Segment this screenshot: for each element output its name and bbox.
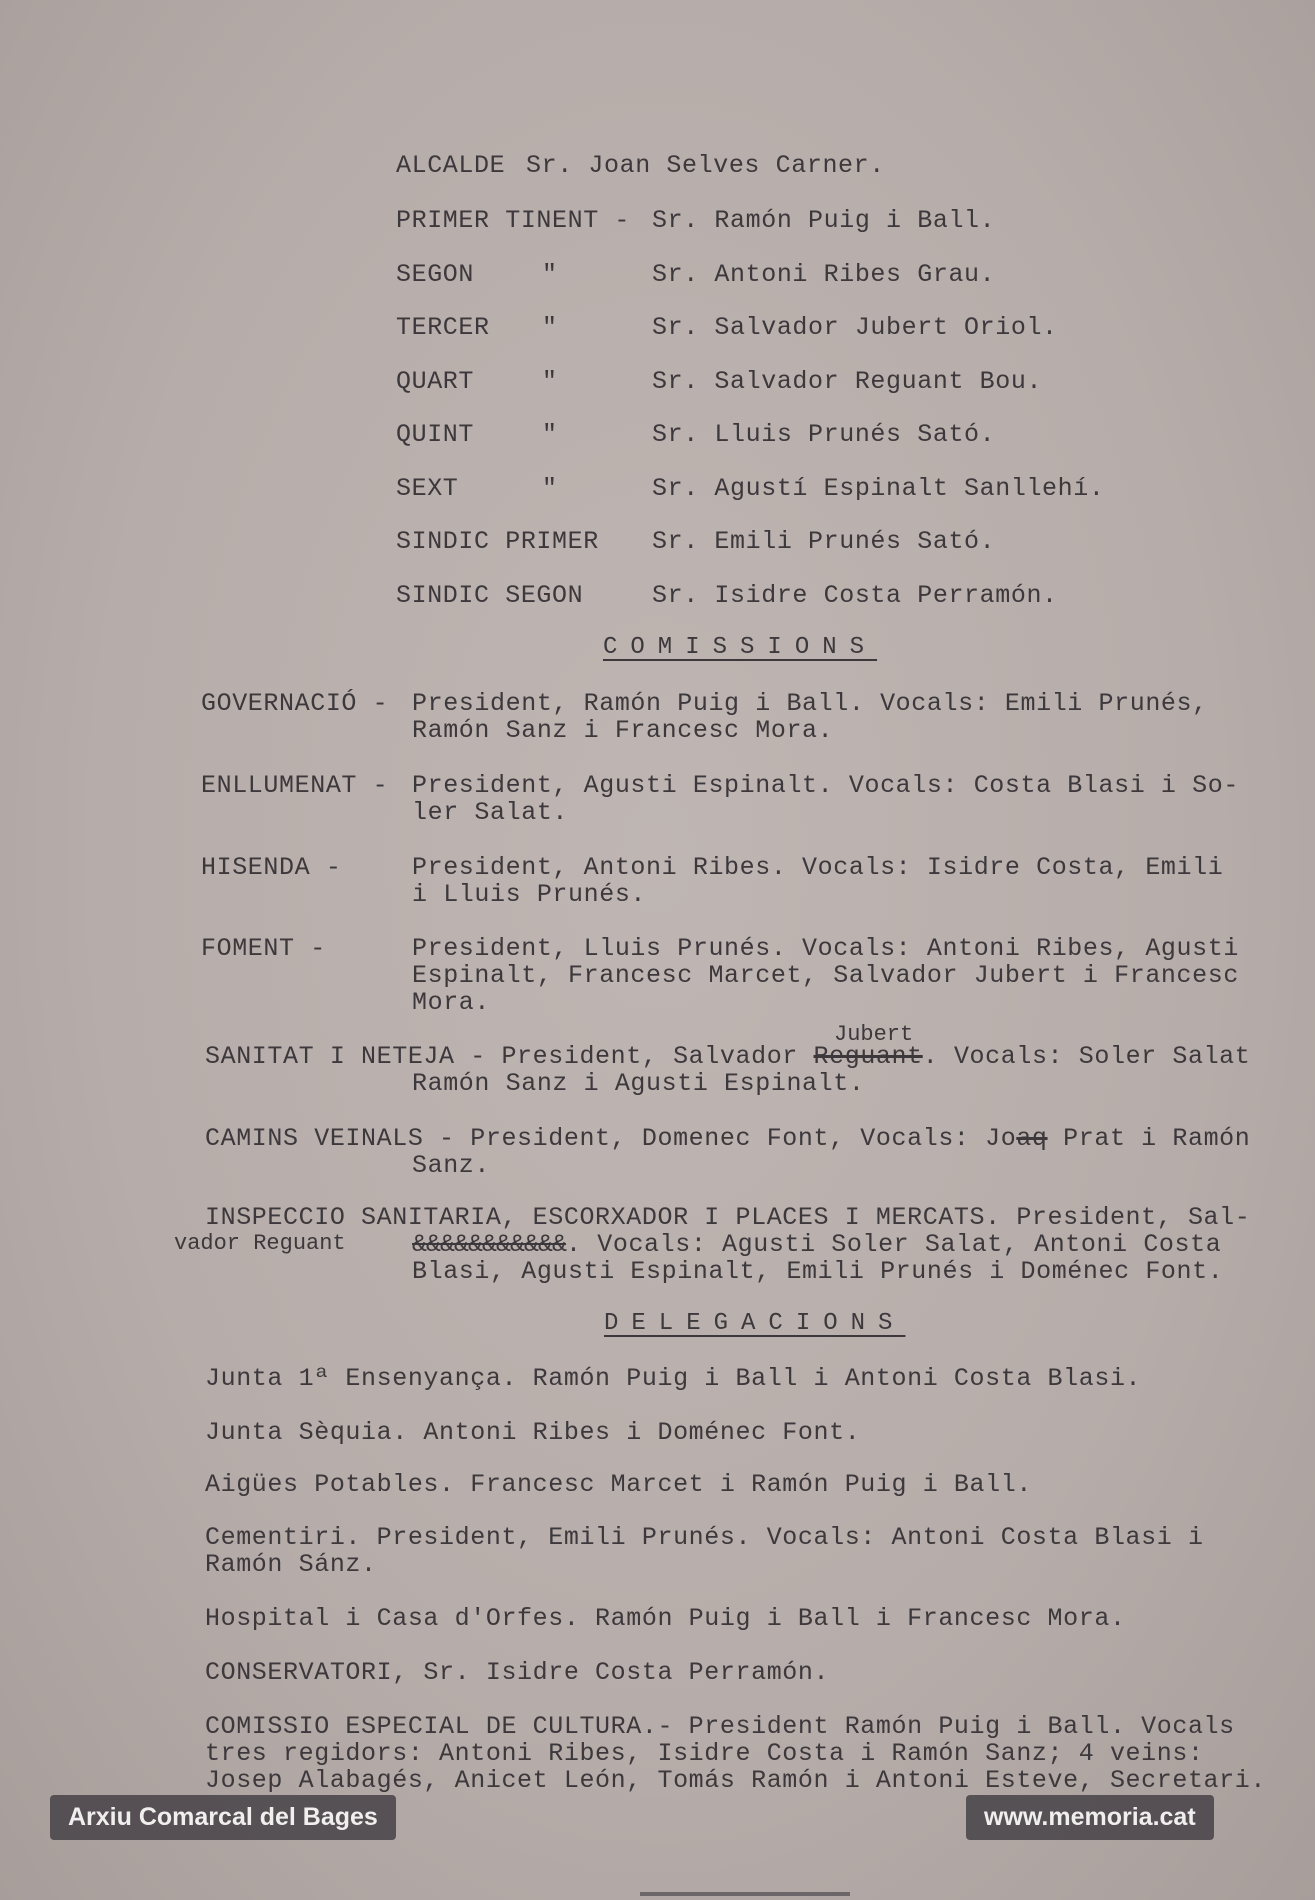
delegacio-text: CONSERVATORI, Sr. Isidre Costa Perramón. xyxy=(205,1658,830,1687)
bottom-rule xyxy=(640,1892,850,1896)
comission-text: SANITAT I NETEJA - President, Salvador xyxy=(205,1042,798,1071)
struck-word: Reguant xyxy=(813,1042,923,1071)
official-name: Sr. Joan Selves Carner. xyxy=(526,151,885,180)
comission-text: President, Agusti Espinalt. Vocals: Costa Blasi i So- xyxy=(412,771,1239,800)
margin-note: vador Reguant xyxy=(174,1231,346,1256)
comission-camins-line xyxy=(205,1124,1250,1153)
comission-text: Prat i Ramón xyxy=(1047,1124,1251,1153)
comission-text: Sanz. xyxy=(412,1151,491,1180)
official-name: Sr. Ramón Puig i Ball. xyxy=(652,206,996,235)
delegacio-text: Junta Sèquia. Antoni Ribes i Doménec Font. xyxy=(205,1418,861,1447)
official-name: Sr. Salvador Reguant Bou. xyxy=(652,367,1043,396)
official-role: QUINT xyxy=(396,420,475,449)
ditto-mark: " xyxy=(542,367,558,396)
delegacio-text: Aigües Potables. Francesc Marcet i Ramón Puig i Ball. xyxy=(205,1470,1032,1499)
official-role: PRIMER TINENT - xyxy=(396,206,631,235)
website-watermark: www.memoria.cat xyxy=(966,1795,1214,1840)
comission-label-hisenda: HISENDA - xyxy=(201,853,342,882)
struck-text: &&&&&&&&&&& xyxy=(412,1230,567,1259)
delegacio-text: COMISSIO ESPECIAL DE CULTURA.- President Ramón Puig i Ball. Vocals xyxy=(205,1712,1235,1741)
official-role: ALCALDE xyxy=(396,151,506,180)
comission-label-foment: FOMENT - xyxy=(201,934,326,963)
ditto-mark: " xyxy=(542,313,558,342)
comission-text: Mora. xyxy=(412,988,491,1017)
delegacio-text: Hospital i Casa d'Orfes. Ramón Puig i Ball i Francesc Mora. xyxy=(205,1604,1126,1633)
comission-text: ler Salat. xyxy=(412,798,569,827)
official-name: Sr. Salvador Jubert Oriol. xyxy=(652,313,1058,342)
official-name: Sr. Isidre Costa Perramón. xyxy=(652,581,1058,610)
official-role: SEXT xyxy=(396,474,459,503)
inserted-correction: Jubert xyxy=(834,1022,914,1047)
official-name: Sr. Antoni Ribes Grau. xyxy=(652,260,996,289)
official-role: SINDIC PRIMER xyxy=(396,527,599,556)
comission-text: President, Antoni Ribes. Vocals: Isidre Costa, Emili xyxy=(412,853,1224,882)
official-role: SEGON xyxy=(396,260,475,289)
official-name: Sr. Emili Prunés Sató. xyxy=(652,527,996,556)
official-role: SINDIC SEGON xyxy=(396,581,584,610)
delegacio-text: tres regidors: Antoni Ribes, Isidre Costa i Ramón Sanz; 4 veins: xyxy=(205,1739,1204,1768)
comission-label-enllumenat: ENLLUMENAT - xyxy=(201,771,389,800)
comission-text: President, Ramón Puig i Ball. Vocals: Emili Prunés, xyxy=(412,689,1208,718)
comission-text: Ramón Sanz i Francesc Mora. xyxy=(412,716,834,745)
comission-text: CAMINS VEINALS - President, Domenec Font, Vocals: Jo xyxy=(205,1124,1017,1153)
comission-text: . Vocals: Agusti Soler Salat, Antoni Costa xyxy=(566,1230,1222,1259)
comission-text: i Lluis Prunés. xyxy=(412,880,647,909)
delegacio-text: Josep Alabagés, Anicet León, Tomás Ramón i Antoni Esteve, Secretari. xyxy=(205,1766,1266,1795)
official-name: Sr. Lluis Prunés Sató. xyxy=(652,420,996,449)
ditto-mark: " xyxy=(542,260,558,289)
delegacio-text: Ramón Sánz. xyxy=(205,1550,377,1579)
delegacions-heading: DELEGACIONS xyxy=(604,1310,906,1337)
ditto-mark: " xyxy=(542,474,558,503)
comission-text: President, Lluis Prunés. Vocals: Antoni Ribes, Agusti xyxy=(412,934,1239,963)
comission-text: INSPECCIO SANITARIA, ESCORXADOR I PLACES I MERCATS. President, Sal- xyxy=(205,1203,1251,1232)
delegacio-text: Junta 1ª Ensenyança. Ramón Puig i Ball i Antoni Costa Blasi. xyxy=(205,1364,1142,1393)
official-name: Sr. Agustí Espinalt Sanllehí. xyxy=(652,474,1105,503)
official-role: TERCER xyxy=(396,313,490,342)
comissions-heading: COMISSIONS xyxy=(603,634,878,661)
struck-word: aq xyxy=(1016,1124,1048,1153)
comission-text: Espinalt, Francesc Marcet, Salvador Jubert i Francesc xyxy=(412,961,1239,990)
comission-sanitat-line xyxy=(205,1042,1250,1071)
delegacio-text: Cementiri. President, Emili Prunés. Vocals: Antoni Costa Blasi i xyxy=(205,1523,1204,1552)
archive-watermark: Arxiu Comarcal del Bages xyxy=(50,1795,396,1840)
official-role: QUART xyxy=(396,367,475,396)
comission-label-governacio: GOVERNACIÓ - xyxy=(201,689,389,718)
comission-inspeccio-line2 xyxy=(412,1230,1221,1259)
comission-text: Blasi, Agusti Espinalt, Emili Prunés i Doménec Font. xyxy=(412,1257,1224,1286)
ditto-mark: " xyxy=(542,420,558,449)
comission-text: Ramón Sanz i Agusti Espinalt. xyxy=(412,1069,865,1098)
comission-text: . Vocals: Soler Salat xyxy=(922,1042,1251,1071)
